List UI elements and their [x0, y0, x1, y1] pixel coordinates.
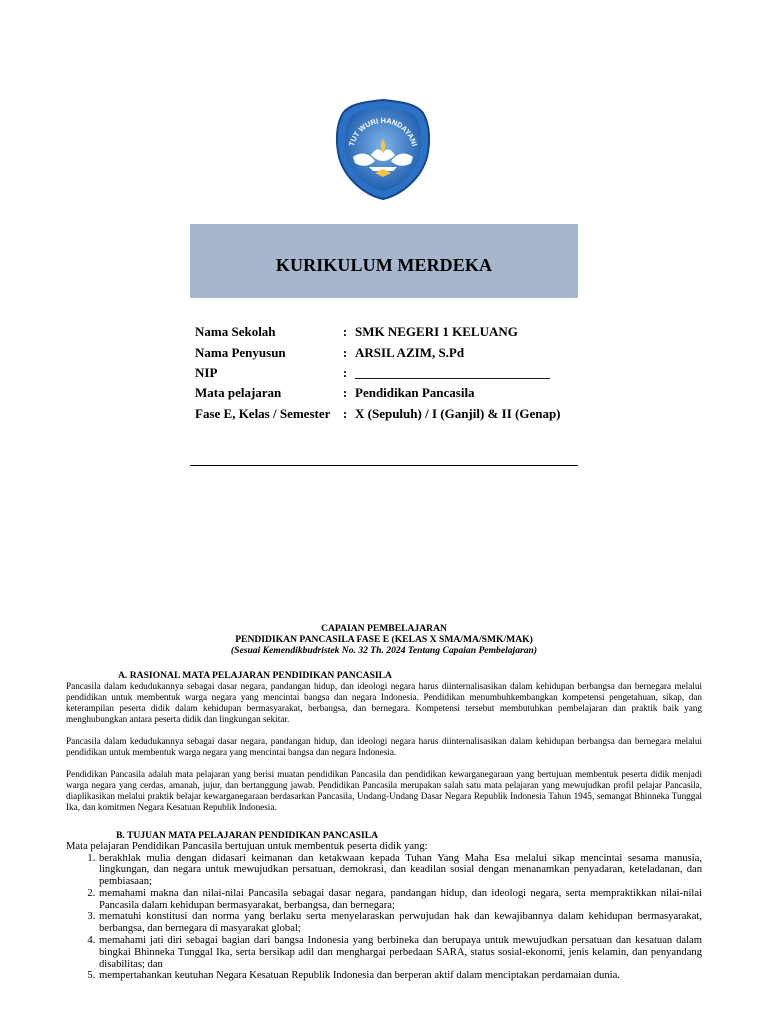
section-b-intro: Mata pelajaran Pendidikan Pancasila bertujuan untuk membentuk peserta didik yang:	[66, 841, 428, 852]
goals-list	[66, 853, 702, 983]
list-item: 3. mematuhi konstitusi dan norma yang berlaku serta menyelaraskan perwujudan hak dan kewajibannya dalam kehidupan bermasyarakat, berbangsa, dan bernegara di masyarakat global;	[98, 911, 702, 935]
info-value: ______________________________	[355, 364, 550, 380]
info-row	[193, 383, 563, 403]
info-value: ARSIL AZIM, S.Pd	[355, 344, 465, 360]
info-row	[193, 404, 563, 424]
capaian-subtitle: PENDIDIKAN PANCASILA FASE E (KELAS X SMA/MA/SMK/MAK)	[235, 634, 533, 645]
info-value: Pendidikan Pancasila	[355, 385, 475, 401]
section-a-paragraph: Pancasila dalam kedudukannya sebagai dasar negara, pandangan hidup, dan ideologi negara harus diinternalisasikan dalam kehidupan berbangsa dan bernegara melalui pendidikan untuk membentuk warga negara yang mencintai bangsa dan negara Indonesia.	[66, 736, 702, 757]
info-label: Nama Penyusun	[195, 344, 286, 360]
list-item: 5. mempertahankan keutuhan Negara Kesatuan Republik Indonesia dan berperan aktif dalam menciptakan perdamaian dunia.	[98, 970, 702, 982]
section-rasional	[66, 670, 702, 813]
info-value: X (Sepuluh) / I (Ganjil) & II (Genap)	[355, 405, 561, 421]
info-separator: :	[342, 385, 348, 401]
logo-motto: TUT WURI HANDAYANI	[346, 115, 420, 148]
info-separator: :	[342, 364, 348, 380]
info-row	[193, 363, 563, 383]
capaian-title: CAPAIAN PEMBELAJARAN	[321, 623, 447, 634]
divider-line	[190, 465, 578, 466]
capaian-header	[66, 623, 702, 656]
tut-wuri-handayani-logo	[331, 97, 435, 201]
info-row	[193, 322, 563, 342]
identity-table	[193, 322, 563, 424]
section-a-paragraph: Pendidikan Pancasila adalah mata pelajaran yang berisi muatan pendidikan Pancasila dan pendidikan kewarganegaraan yang bertujuan membentuk peserta didik menjadi warga negara yang cerdas, amanah, jujur, dan bertanggung jawab. Pendidikan Pancasila merupakan salah satu mata pelajaran yang mewujudkan profil pelajar Pancasila, diaplikasikan melalui praktik belajar kewarganegaraan berdasarkan Pancasila, Undang-Undang Dasar Negara Republik Indonesia Tahun 1945, semangat Bhinneka Tunggal Ika, dan komitmen Negara Kesatuan Republik Indonesia.	[66, 769, 702, 812]
capaian-note: (Sesuai Kemendikbudristek No. 32 Th. 2024 Tentang Capaian Pembelajaran)	[230, 645, 538, 656]
info-separator: :	[342, 324, 348, 340]
title-band	[190, 224, 578, 298]
info-label: Nama Sekolah	[195, 324, 276, 340]
info-label: NIP	[195, 364, 218, 380]
section-b-heading: B. TUJUAN MATA PELAJARAN PENDIDIKAN PANCASILA	[116, 830, 379, 841]
list-item: 2. memahami makna dan nilai-nilai Pancasila sebagai dasar negara, pandangan hidup, dan ideologi negara, serta mempraktikkan nilai-nilai Pancasila dalam kehidupan bermasyarakat, berbangsa, dan bernegara;	[98, 888, 702, 912]
info-separator: :	[342, 344, 348, 360]
info-separator: :	[342, 405, 348, 421]
list-item: 4. memahami jati diri sebagai bagian dari bangsa Indonesia yang berbineka dan berupaya untuk mewujudkan persatuan dan kesatuan dalam bingkai Bhinneka Tunggal Ika, serta bersikap adil dan menghargai perbedaan SARA, status sosial-ekonomi, jenis kelamin, dan penyandang disabilitas; dan	[98, 935, 702, 970]
info-value: SMK NEGERI 1 KELUANG	[355, 324, 518, 340]
info-label: Mata pelajaran	[195, 385, 282, 401]
section-a-paragraph: Pancasila dalam kedudukannya sebagai dasar negara, pandangan hidup, dan ideologi negara harus diinternalisasikan dalam kehidupan berbangsa dan bernegara melalui pendidikan untuk membentuk warga negara yang mencintai bangsa dan negara Indonesia. Pendidikan menumbuhkembangkan kompetensi pengetahuan, sikap, dan keterampilan peserta didik dalam kehidupan bermasyarakat, berbangsa, dan bernegara. Kompetensi tersebut membutuhkan pembelajaran dan praktik baik yang menghubungkan antara peserta didik dan lingkungan sekitar.	[66, 681, 702, 724]
info-label: Fase E, Kelas / Semester	[195, 405, 331, 421]
list-item: 1. berakhlak mulia dengan didasari keimanan dan ketakwaan kepada Tuhan Yang Maha Esa melalui sikap mencintai sesama manusia, lingkungan, dan negara untuk mewujudkan persatuan, demokrasi, dan keadilan sosial dengan menanamkan penyadaran, keteladanan, dan pembiasaan;	[98, 853, 702, 888]
document-title: KURIKULUM MERDEKA	[275, 254, 493, 275]
section-tujuan	[66, 830, 702, 982]
info-row	[193, 342, 563, 362]
section-a-heading: A. RASIONAL MATA PELAJARAN PENDIDIKAN PANCASILA	[118, 670, 392, 681]
